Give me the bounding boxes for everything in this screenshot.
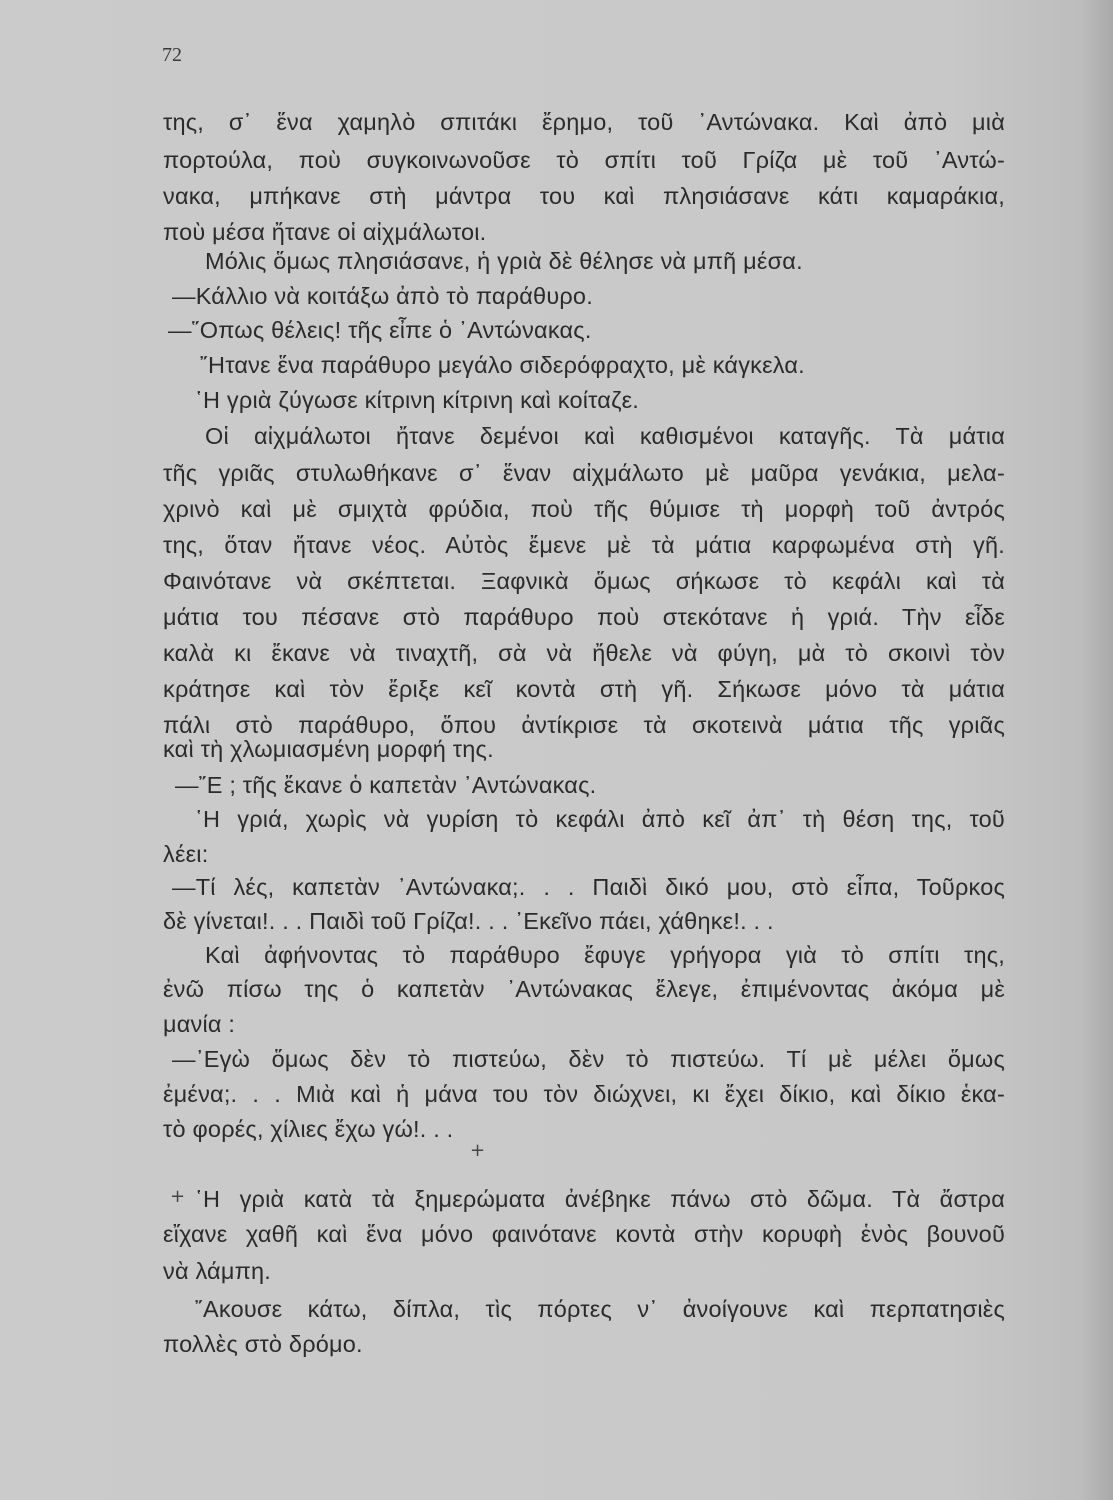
page-number: 72 <box>162 44 182 66</box>
text-line: —῞Οπως θέλεις! τῆς εἶπε ὁ ᾽Αντώνακας. <box>168 317 592 343</box>
text-line: —᾽Εγὼ ὅμως δὲν τὸ πιστεύω, δὲν τὸ πιστεύω. Τί μὲ μέλει ὅμως <box>172 1046 1005 1072</box>
text-line: ῾Η γριὰ ζύγωσε κίτρινη κίτρινη καὶ κοίταζε. <box>195 387 640 413</box>
handwritten-cross-mark: + <box>470 1140 486 1161</box>
text-line: μανία : <box>163 1011 236 1037</box>
text-line: ῎Ητανε ἕνα παράθυρο μεγάλο σιδερόφραχτο, μὲ κάγκελα. <box>200 352 805 378</box>
handwritten-cross-mark: + <box>170 1186 186 1207</box>
text-line: ῎Ακουσε κάτω, δίπλα, τὶς πόρτες ν᾽ ἀνοίγουνε καὶ περπατησιὲς <box>195 1296 1005 1322</box>
text-line: εἴχανε χαθῆ καὶ ἕνα μόνο φαινότανε κοντὰ στὴν κορυφὴ ἑνὸς βουνοῦ <box>163 1221 1005 1247</box>
text-line: νὰ λάμπη. <box>163 1258 271 1284</box>
text-line: Οἱ αἰχμάλωτοι ἤτανε δεμένοι καὶ καθισμένοι καταγῆς. Τὰ μάτια <box>205 423 1005 449</box>
text-line: κράτησε καὶ τὸν ἔριξε κεῖ κοντὰ στὴ γῆ. Σήκωσε μόνο τὰ μάτια <box>163 676 1005 702</box>
text-line: ἐμένα;. . . Μιὰ καὶ ἡ μάνα του τὸν διώχνει, κι ἔχει δίκιο, καὶ δίκιο ἑκα- <box>163 1081 1005 1107</box>
text-line: —Τί λές, καπετὰν ᾽Αντώνακα;. . . Παιδὶ δικό μου, στὸ εἶπα, Τοῦρκος <box>172 874 1005 900</box>
text-line: μάτια του πέσανε στὸ παράθυρο ποὺ στεκότανε ἡ γριά. Τὴν εἶδε <box>163 604 1005 630</box>
text-line: νακα, μπήκανε στὴ μάντρα του καὶ πλησιάσανε κάτι καμαράκια, <box>163 183 1005 209</box>
text-line: λέει: <box>163 841 209 867</box>
text-line: ποὺ μέσα ἤτανε οἱ αἰχμάλωτοι. <box>163 219 487 245</box>
text-line: της, ὅταν ἤτανε νέος. Αὐτὸς ἔμενε μὲ τὰ μάτια καρφωμένα στὴ γῆ. <box>163 532 1005 558</box>
text-line: Καὶ ἀφήνοντας τὸ παράθυρο ἔφυγε γρήγορα γιὰ τὸ σπίτι της, <box>205 942 1005 968</box>
text-line: πάλι στὸ παράθυρο, ὅπου ἀντίκρισε τὰ σκοτεινὰ μάτια τῆς γριᾶς <box>163 712 1005 738</box>
text-line: της, σ᾽ ἕνα χαμηλὸ σπιτάκι ἔρημο, τοῦ ᾽Αντώνακα. Καὶ ἀπὸ μιὰ <box>163 109 1005 135</box>
text-line: πορτούλα, ποὺ συγκοινωνοῦσε τὸ σπίτι τοῦ Γρίζα μὲ τοῦ ᾽Αντώ- <box>163 147 1005 173</box>
text-line: δὲ γίνεται!. . . Παιδὶ τοῦ Γρίζα!. . . ᾽Εκεῖνο πάει, χάθηκε!. . . <box>163 908 774 934</box>
text-line: τῆς γριᾶς στυλωθήκανε σ᾽ ἕναν αἰχμάλωτο μὲ μαῦρα γενάκια, μελα- <box>163 460 1005 486</box>
text-line: —Κάλλιο νὰ κοιτάξω ἀπὸ τὸ παράθυρο. <box>172 283 593 309</box>
text-line: Φαινότανε νὰ σκέπτεται. Ξαφνικὰ ὅμως σήκωσε τὸ κεφάλι καὶ τὰ <box>163 568 1005 594</box>
text-line: καλὰ κι ἔκανε νὰ τιναχτῆ, σὰ νὰ ἤθελε νὰ φύγη, μὰ τὸ σκοινὶ τὸν <box>163 640 1005 666</box>
text-line: ῾Η γριὰ κατὰ τὰ ξημερώματα ἀνέβηκε πάνω στὸ δῶμα. Τὰ ἄστρα <box>195 1186 1005 1212</box>
text-line: τὸ φορές, χίλιες ἔχω γώ!. . . <box>163 1116 454 1142</box>
text-line: Μόλις ὅμως πλησιάσανε, ἡ γριὰ δὲ θέλησε νὰ μπῆ μέσα. <box>205 248 803 274</box>
text-line: καὶ τὴ χλωμιασμένη μορφή της. <box>163 736 494 762</box>
text-line: —῎Ε ; τῆς ἔκανε ὁ καπετὰν ᾽Αντώνακας. <box>175 772 597 798</box>
text-line: ἐνῶ πίσω της ὁ καπετὰν ᾽Αντώνακας ἔλεγε, ἐπιμένοντας ἀκόμα μὲ <box>163 976 1005 1002</box>
text-line: ῾Η γριά, χωρὶς νὰ γυρίση τὸ κεφάλι ἀπὸ κεῖ ἀπ᾽ τὴ θέση της, τοῦ <box>195 806 1005 832</box>
text-line: πολλὲς στὸ δρόμο. <box>163 1331 363 1357</box>
text-line: χρινὸ καὶ μὲ σμιχτὰ φρύδια, ποὺ τῆς θύμισε τὴ μορφὴ τοῦ ἀντρός <box>163 496 1005 522</box>
